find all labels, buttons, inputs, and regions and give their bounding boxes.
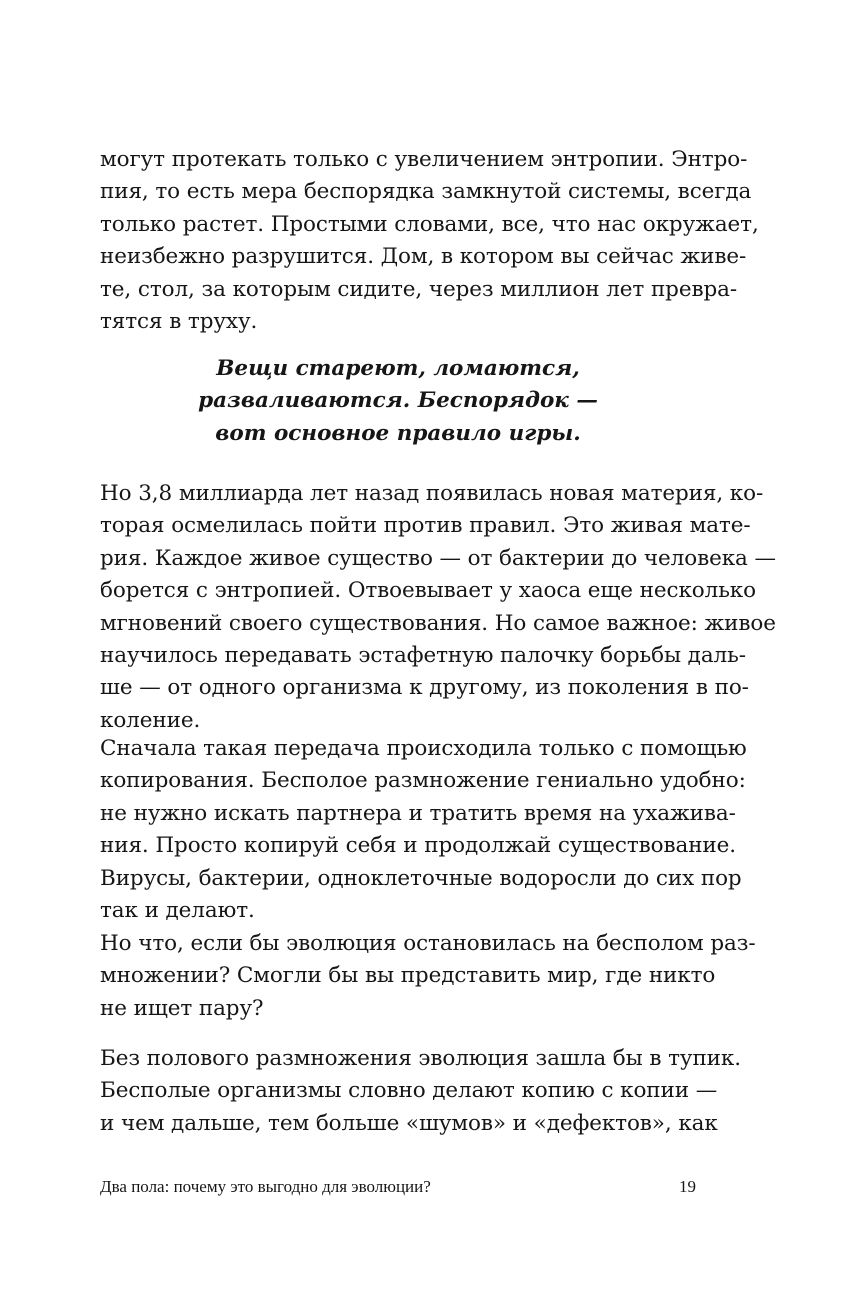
paragraph-4 — [100, 928, 756, 1025]
text-line: рия. Каждое живое существо — от бактерии до человека — — [100, 545, 776, 571]
quote-line: разваливаются. Беспорядок — — [198, 388, 598, 414]
text-line: неизбежно разрушится. Дом, в котором вы сейчас живе- — [100, 244, 747, 270]
text-line: Бесполые организмы словно делают копию с копии — — [100, 1078, 718, 1104]
paragraph-2 — [100, 478, 776, 737]
paragraph-3 — [100, 733, 747, 927]
text-line: могут протекать только с увеличением энтропии. Энтро- — [100, 147, 748, 172]
quote-line: вот основное правило игры. — [215, 420, 581, 446]
text-line: не ищет пару? — [100, 995, 264, 1021]
text-line: борется с энтропией. Отвоевывает у хаоса еще несколько — [100, 578, 756, 604]
text-line: Но 3,8 миллиарда лет назад появилась новая материя, ко- — [100, 481, 764, 506]
text-line: Но что, если бы эволюция остановилась на бесполом раз- — [100, 931, 756, 956]
text-line: ния. Просто копируй себя и продолжай существование. — [100, 833, 737, 859]
running-title: Два пола: почему это выгодно для эволюции? — [100, 1177, 431, 1196]
text-line: научилось передавать эстафетную палочку борьбы даль- — [100, 642, 746, 668]
text-line: не нужно искать партнера и тратить время на ухажива- — [100, 800, 736, 826]
text-line: только растет. Простыми словами, все, что нас окружает, — [100, 211, 759, 237]
text-line: Вирусы, бактерии, одноклеточные водоросли до сих пор — [100, 865, 742, 891]
paragraph-1 — [100, 144, 759, 338]
text-line: ше — от одного организма к другому, из поколения в по- — [100, 675, 749, 701]
text-line: копирования. Бесполое размножение гениально удобно: — [100, 768, 746, 794]
text-line: пия, то есть мера беспорядка замкнутой системы, всегда — [100, 179, 752, 205]
text-line: так и делают. — [100, 897, 255, 923]
text-line: Сначала такая передача происходила только с помощью — [100, 736, 747, 761]
text-line: мгновений своего существования. Но самое важное: живое — [100, 610, 776, 636]
text-line: Без полового размножения эволюция зашла бы в тупик. — [100, 1046, 741, 1071]
text-line: и чем дальше, тем больше «шумов» и «дефектов», как — [100, 1110, 718, 1136]
text-line: торая осмелилась пойти против правил. Это живая мате- — [100, 513, 751, 539]
quote-line: Вещи стареют, ломаются, — [216, 356, 580, 381]
page-footer — [100, 1172, 696, 1202]
page-number: 19 — [679, 1177, 696, 1196]
text-line: коление. — [100, 707, 201, 733]
pull-quote — [100, 353, 696, 450]
text-line: множении? Смогли бы вы представить мир, где никто — [100, 963, 716, 989]
text-line: тятся в труху. — [100, 308, 258, 334]
paragraph-5 — [100, 1043, 741, 1140]
text-line: те, стол, за которым сидите, через миллион лет превра- — [100, 276, 738, 302]
